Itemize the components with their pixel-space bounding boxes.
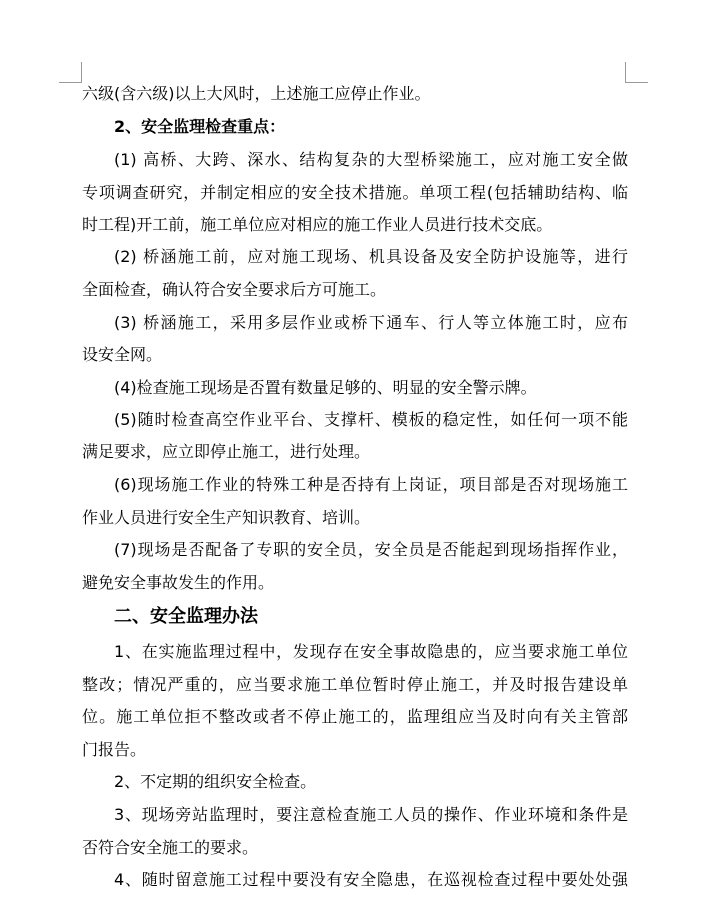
paragraph-line: 3、现场旁站监理时，要注意检查施工人员的操作、作业环境和条件是: [114, 805, 628, 824]
paragraph-line: 作业人员进行安全生产知识教育、培训。: [82, 508, 371, 527]
paragraph-line: (7)现场是否配备了专职的安全员，安全员是否能起到现场指挥作业，: [114, 540, 628, 559]
paragraph-line: (4)检查施工现场是否置有数量足够的、明显的安全警示牌。: [114, 378, 537, 397]
paragraph-line: 2、不定期的组织安全检查。: [114, 772, 317, 791]
paragraph-line: 整改；情况严重的，应当要求施工单位暂时停止施工，并及时报告建设单: [82, 675, 628, 694]
paragraph-line: 1、在实施监理过程中，发现存在安全事故隐患的，应当要求施工单位: [114, 642, 628, 661]
section-heading-supervision-methods: 二、安全监理办法: [114, 606, 258, 627]
margin-corner-mark-left: [59, 62, 82, 83]
paragraph-line: 专项调查研究，并制定相应的安全技术措施。单项工程(包括辅助结构、临: [82, 183, 628, 202]
paragraph-line: 否符合安全施工的要求。: [82, 838, 259, 857]
paragraph-line: 全面检查，确认符合安全要求后方可施工。: [82, 280, 387, 299]
paragraph-line: 门报告。: [82, 740, 147, 759]
paragraph-line: 六级(含六级)以上大风时，上述施工应停止作业。: [82, 84, 431, 103]
paragraph-line: (6)现场施工作业的特殊工种是否持有上岗证，项目部是否对现场施工: [114, 475, 628, 494]
margin-corner-mark-right: [625, 62, 648, 83]
subheading-inspection-focus: 2、安全监理检查重点：: [114, 117, 286, 136]
paragraph-line: 避免安全事故发生的作用。: [82, 573, 275, 592]
paragraph-line: (1) 高桥、大跨、深水、结构复杂的大型桥梁施工，应对施工安全做: [114, 150, 628, 169]
paragraph-line: 位。施工单位拒不整改或者不停止施工的，监理组应当及时向有关主管部: [82, 707, 628, 726]
paragraph-line: 设安全网。: [82, 345, 163, 364]
paragraph-line: (3) 桥涵施工，采用多层作业或桥下通车、行人等立体施工时，应布: [114, 313, 628, 332]
paragraph-line: 时工程)开工前，施工单位应对相应的施工作业人员进行技术交底。: [82, 215, 553, 234]
paragraph-line: 4、随时留意施工过程中要没有安全隐患，在巡视检查过程中要处处强: [114, 870, 628, 889]
paragraph-line: (5)随时检查高空作业平台、支撑杆、模板的稳定性，如任何一项不能: [114, 410, 628, 429]
paragraph-line: 满足要求，应立即停止施工，进行处理。: [82, 442, 371, 461]
paragraph-line: (2) 桥涵施工前，应对施工现场、机具设备及安全防护设施等，进行: [114, 247, 628, 266]
